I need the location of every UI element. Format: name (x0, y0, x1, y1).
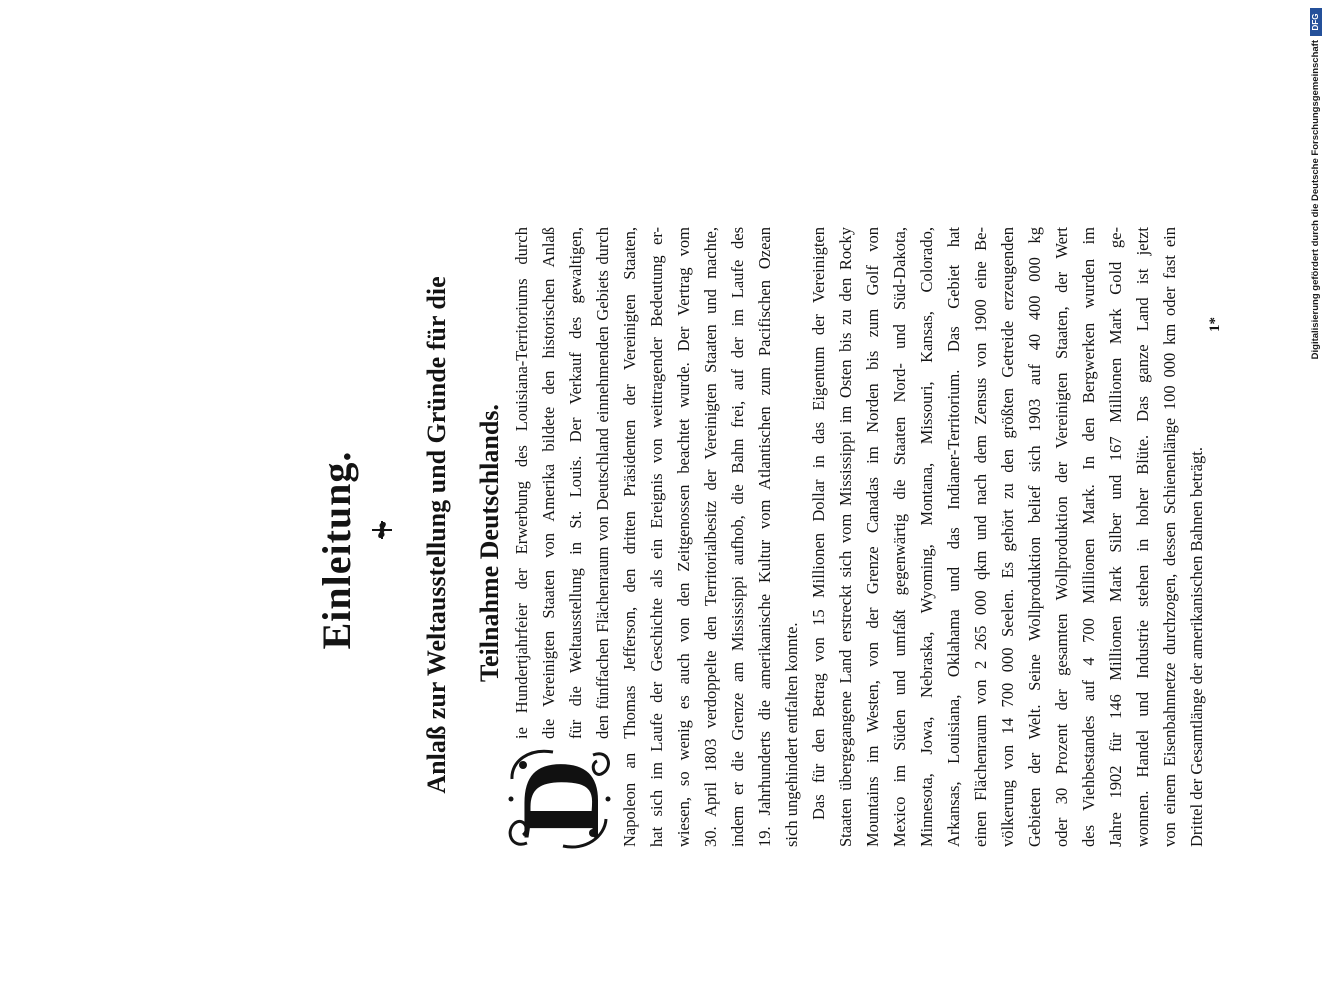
fleuron-icon (371, 518, 393, 542)
body-text (508, 227, 1210, 847)
text-line: Minnesota, Jowa, Nebraska, Wyoming, Montana, Missouri, Kansas, Colorado, (917, 227, 936, 847)
text-line: indem er die Grenze am Mississippi aufhob, die Bahn frei, auf der im Laufe des (728, 227, 747, 847)
text-line: Gebieten der Welt. Seine Wollproduktion belief sich 1903 auf 40 400 000 kg (1025, 227, 1044, 847)
text-line: Arkansas, Louisiana, Oklahama und das Indianer-Territorium. Das Gebiet hat (944, 227, 963, 847)
text-line: den fünffachen Flächenraum von Deutschland einnehmenden Gebiets durch (593, 227, 612, 739)
document-page (300, 215, 1240, 855)
text-line: sich ungehindert entfalten konnte. (782, 622, 801, 847)
page-title: Einleitung. (314, 450, 359, 650)
text-line: Mexico im Süden und umfaßt gegenwärtig die Staaten Nord- und Süd-Dakota, (890, 227, 909, 847)
text-line: von einem Eisenbahnnetze durchzogen, dessen Schienenlänge 100 000 km oder fast ein (1160, 227, 1179, 847)
text-line: völkerung von 14 700 000 Seelen. Es gehört zu den größten Getreide erzeugenden (998, 227, 1017, 847)
funding-note-text: Digitalisierung gefördert durch die Deutsche Forschungsgemeinschaft (1310, 40, 1321, 360)
text-line: Das für den Betrag von 15 Millionen Dollar in das Eigentum der Vereinigten (809, 227, 828, 820)
text-line: oder 30 Prozent der gesamten Wollproduktion der Vereinigten Staaten, der Wert (1052, 227, 1071, 847)
drop-cap-letter: D (499, 758, 623, 840)
text-line: einen Flächenraum von 2 265 000 qkm und nach dem Zensus von 1900 eine Be- (971, 227, 990, 847)
text-line: Mountains im Westen, von der Grenze Canadas im Norden bis zum Golf von (863, 227, 882, 847)
text-line: 19. Jahrhunderts die amerikanische Kultur vom Atlantischen zum Pacifischen Ozean (755, 227, 774, 847)
text-line: hat sich im Laufe der Geschichte als ein Ereignis von weittragender Bedeutung er- (647, 227, 666, 847)
text-line: Drittel der Gesamtlänge der amerikanischen Bahnen beträgt. (1187, 447, 1206, 847)
text-line: für die Weltausstellung in St. Louis. Der Verkauf des gewaltigen, (566, 227, 585, 739)
text-line: wonnen. Handel und Industrie stehen in hoher Blüte. Das ganze Land ist jetzt (1133, 227, 1152, 847)
page-number: 1* (1207, 317, 1223, 332)
text-line: des Viehbestandes auf 4 700 Millionen Mark. In den Bergwerken wurden im (1079, 227, 1098, 847)
funding-note (1309, 8, 1322, 398)
text-line: die Vereinigten Staaten von Amerika bildete den historischen Anlaß (539, 227, 558, 739)
dfg-logo: DFG (1310, 8, 1322, 36)
subtitle-line-1: Anlaß zur Weltausstellung und Gründe für die (422, 276, 451, 794)
subtitle-line-2: Teilnahme Deutschlands. (475, 404, 504, 682)
text-line: Napoleon an Thomas Jefferson, den dritten Präsidenten der Vereinigten Staaten, (620, 227, 639, 847)
text-line: Jahre 1902 für 146 Millionen Mark Silber und 167 Millionen Mark Gold ge- (1106, 227, 1125, 847)
text-line: Staaten übergegangene Land erstreckt sich vom Mississippi im Osten bis zu den Rocky (836, 227, 855, 847)
text-line: wiesen, so wenig es auch von den Zeitgenossen beachtet wurde. Der Vertrag vom (674, 227, 693, 847)
text-line: ie Hundertjahrfeier der Erwerbung des Louisiana-Territoriums durch (512, 227, 531, 739)
text-line: 30. April 1803 verdoppelte den Territorialbesitz der Vereinigten Staaten und machte, (701, 227, 720, 847)
